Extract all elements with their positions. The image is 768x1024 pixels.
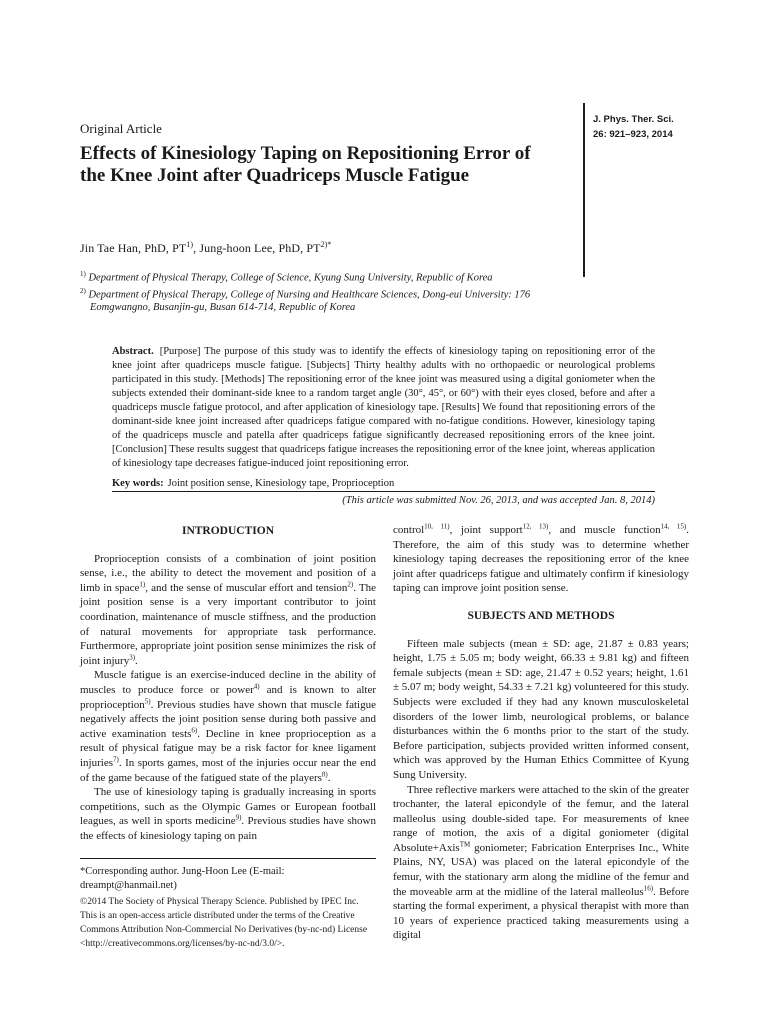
abstract (112, 345, 655, 471)
methods-heading: SUBJECTS AND METHODS (467, 609, 615, 622)
keywords (112, 477, 655, 491)
author-1[interactable]: Jin Tae Han, PhD, PT (80, 241, 187, 255)
affiliation-1-mark: 1) (80, 270, 86, 278)
citation[interactable]: 5) (144, 696, 151, 705)
citation[interactable]: 4) (253, 682, 260, 691)
footnote-divider (80, 858, 376, 859)
affiliation-2 (80, 285, 580, 315)
intro-continued-paragraph: control$^{10, 11)}$, joint support$^{12, 13)}$, and muscle function$^{14, 15)}$. Therefore, the aim of this study was to determine whether kinesiology taping decreases the repositioning error of the knee joint after quadriceps fatigue and ultimately confirm if kinesiology taping can improve joint position sense. (393, 522, 689, 595)
citation[interactable]: 6) (191, 726, 198, 735)
journal-volume: 26: 921–923, 2014 (593, 129, 673, 140)
affiliation-1 (80, 268, 580, 285)
article-type: Original Article (80, 121, 162, 136)
corresponding-author: *Corresponding author. Jung-Hoon Lee (E-mail: dreampt@hanmail.net) (80, 866, 285, 891)
intro-paragraph-3: The use of kinesiology taping is gradually increasing in sports competitions, such as the Olympic Games or European football leagues, as well in sports medicine$^{9)}$. Previous studies have shown the effects of kinesiology taping on pain (80, 786, 376, 842)
license-statement: ©2014 The Society of Physical Therapy Science. Published by IPEC Inc. This is an open-access article distributed under the terms of the Creative Commons Attribution Non-Commercial No Derivatives (by-nc-nd) License <http://creativecommons.org/licenses/by-nc-nd/3.0/>. (80, 897, 368, 949)
journal-name: J. Phys. Ther. Sci. (593, 114, 674, 125)
author-list (80, 240, 332, 256)
abstract-label: Abstract. (112, 346, 154, 357)
author-separator: , (193, 241, 200, 255)
methods-paragraph-2: Three reflective markers were attached to the skin of the greater trochanter, the lateral epicondyle of the femur, and the lateral malleolus using double-sided tape. For measurements of knee range of motion, the axis of a digital goniometer (digital Absolute+Axis™ goniometer; Fabrication Enterprises Inc., White Plains, NY, USA) was placed on the lateral epicondyle of the femur, with the stationary arm along the midline of the femur and the moveable arm at the midline of the lateral malleolus$^{16)}$. Before starting the formal experiment, a physical therapist with more than 10 years of experience practiced taking measurements using a digital (393, 783, 689, 942)
citation[interactable]: 9) (235, 813, 242, 822)
header-divider-line (583, 103, 585, 277)
intro-paragraph-2: Muscle fatigue is an exercise-induced decline in the ability of muscles to produce force or power$^{4)}$ and is known to alter proprioception$^{5)}$. Previous studies have shown that muscle fatigue negatively affects the joint position sense during both passive and active examination tests$^{6)}$. Decline in knee proprioception as a result of physical fatigue may be a risk factor for knee ligament injuries$^{7)}$. In sports games, most of the injuries occur near the end of the game because of the fatigued state of the players$^{8)}$. (80, 669, 376, 784)
article-title: Effects of Kinesiology Taping on Repositioning Error of the Knee Joint after Quadriceps Muscle Fatigue (80, 143, 531, 186)
trademark-mark: TM (459, 840, 471, 849)
keywords-label: Key words: (112, 478, 164, 489)
citation[interactable]: 3) (129, 653, 136, 662)
affiliation-2-mark: 2) (80, 286, 86, 295)
author-2-affiliation-mark: 2)* (320, 240, 332, 249)
citation[interactable]: 8) (321, 769, 328, 778)
introduction-heading: INTRODUCTION (181, 525, 274, 537)
right-column (393, 523, 689, 943)
affiliation-1-text: Department of Physical Therapy, College of Science, Kyung Sung University, Republic of Korea (85, 272, 493, 284)
affiliation-2-text: Department of Physical Therapy, College of Nursing and Healthcare Sciences, Dong-eui University: 176 Eomgwangno, Busanjin-gu, Busan 614-714, Republic of Korea (85, 289, 531, 313)
keywords-text: Joint position sense, Kinesiology tape, Proprioception (167, 478, 395, 489)
citation[interactable]: 16) (643, 884, 654, 892)
author-1-affiliation-mark: 1) (186, 240, 194, 249)
abstract-text: [Purpose] The purpose of this study was to identify the effects of kinesiology taping on repositioning error of the knee joint after quadriceps muscle fatigue. [Subjects] Thirty healthy adults with no orthopaedic or neurological problems participated in this study. [Methods] The repositioning error of the knee joint was measured using a digital goniometer when the subjects extended their dominant-side knee to a random target angle (30°, 45°, or 60°) with their eyes closed, before and after a quadriceps muscle fatigue protocol, and after application of kinesiology tape. [Results] We found that repositioning errors of the dominant-side knee joint increased after quadriceps fatigue compared with no-fatigue conditions. However, kinesiology taping of the quadriceps muscle and patella after quadriceps fatigue significantly decreased repositioning errors of the knee joint. [Conclusion] These results suggest that quadriceps fatigue increases the repositioning error of the knee joint, whereas application of kinesiology tape decreases fatigue-induced joint repositioning error. (112, 346, 655, 469)
citation[interactable]: 7) (113, 755, 119, 764)
left-column (80, 524, 376, 843)
abstract-divider (112, 491, 655, 492)
citation[interactable]: 12, 13) (522, 522, 549, 531)
citation[interactable]: 10, 11) (424, 522, 450, 531)
citation[interactable]: 14, 15) (660, 522, 687, 531)
methods-paragraph-1: Fifteen male subjects (mean ± SD: age, 21.87 ± 0.83 years; height, 1.75 ± 5.05 m; body weight, 66.33 ± 9.81 kg) and fifteen female subjects (mean ± SD: age, 21.47 ± 0.52 years; height, 1.61 ± 5.07 m; body weight, 54.33 ± 7.21 kg) volunteered for this study. Subjects were excluded if they had any known musculoskeletal disorders of the lower limb, neurological problems, or balance disturbances within the 6 months prior to the start of the study. Before participation, subjects provided written informed consent, which was approved by the Human Ethics Committee of Kyung Sung University. (393, 637, 689, 781)
journal-reference (593, 112, 763, 142)
citation[interactable]: 1) (139, 580, 146, 589)
footnote (80, 865, 376, 951)
citation[interactable]: 2) (347, 580, 354, 589)
affiliations (80, 268, 580, 314)
submission-dates: (This article was submitted Nov. 26, 2013, and was accepted Jan. 8, 2014) (342, 495, 655, 506)
author-2[interactable]: Jung-hoon Lee, PhD, PT (199, 241, 321, 255)
intro-paragraph-1: Proprioception consists of a combination of joint position sense, i.e., the ability to detect the movement and position of a limb in space$^{1)}$, and the sense of muscular effort and tension$^{2)}$. The joint position sense is a very important contributor to joint coordination, maintenance of muscle stiffness, and the production of natural movements for appropriate task performance. Furthermore, appropriate joint position sense minimizes the risk of joint injury$^{3)}$. (80, 552, 376, 667)
